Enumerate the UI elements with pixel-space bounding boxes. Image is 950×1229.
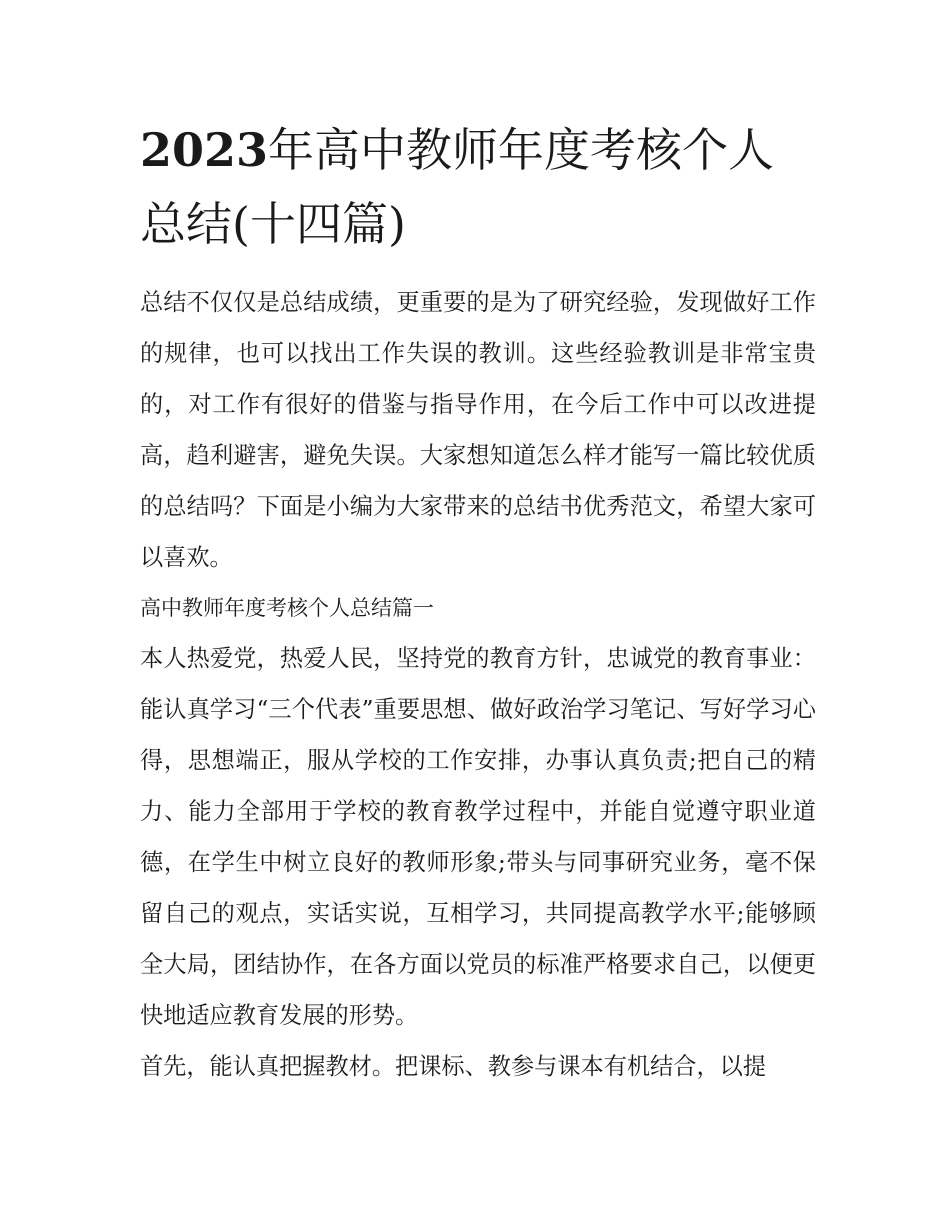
- body-paragraph-continued: 首先，能认真把握教材。把课标、教参与课本有机结合，以提: [140, 1053, 767, 1080]
- title-text: 年高中教师年度考核个人总结(十四篇): [140, 123, 775, 251]
- document-body: [140, 277, 816, 1092]
- title-year: 2023: [140, 123, 269, 177]
- section-heading: 高中教师年度考核个人总结篇一: [140, 596, 434, 620]
- document-title: [140, 113, 820, 261]
- intro-paragraph: 总结不仅仅是总结成绩，更重要的是为了研究经验，发现做好工作的规律，也可以找出工作失误的教训。这些经验教训是非常宝贵的，对工作有很好的借鉴与指导作用，在今后工作中可以改进提高，趋利避害，避免失误。大家想知道怎么样才能写一篇比较优质的总结吗？下面是小编为大家带来的总结书优秀范文，希望大家可以喜欢。: [140, 289, 816, 571]
- body-paragraph: 本人热爱党，热爱人民，坚持党的教育方针，忠诚党的教育事业：能认真学习“三个代表”重要思想、做好政治学习笔记、写好学习心得，思想端正，服从学校的工作安排，办事认真负责;把自己的精力、能力全部用于学校的教育教学过程中，并能自觉遵守职业道德，在学生中树立良好的教师形象;带头与同事研究业务，毫不保留自己的观点，实话实说，互相学习，共同提高教学水平;能够顾全大局，团结协作，在各方面以党员的标准严格要求自己，以便更快地适应教育发展的形势。: [140, 645, 816, 1029]
